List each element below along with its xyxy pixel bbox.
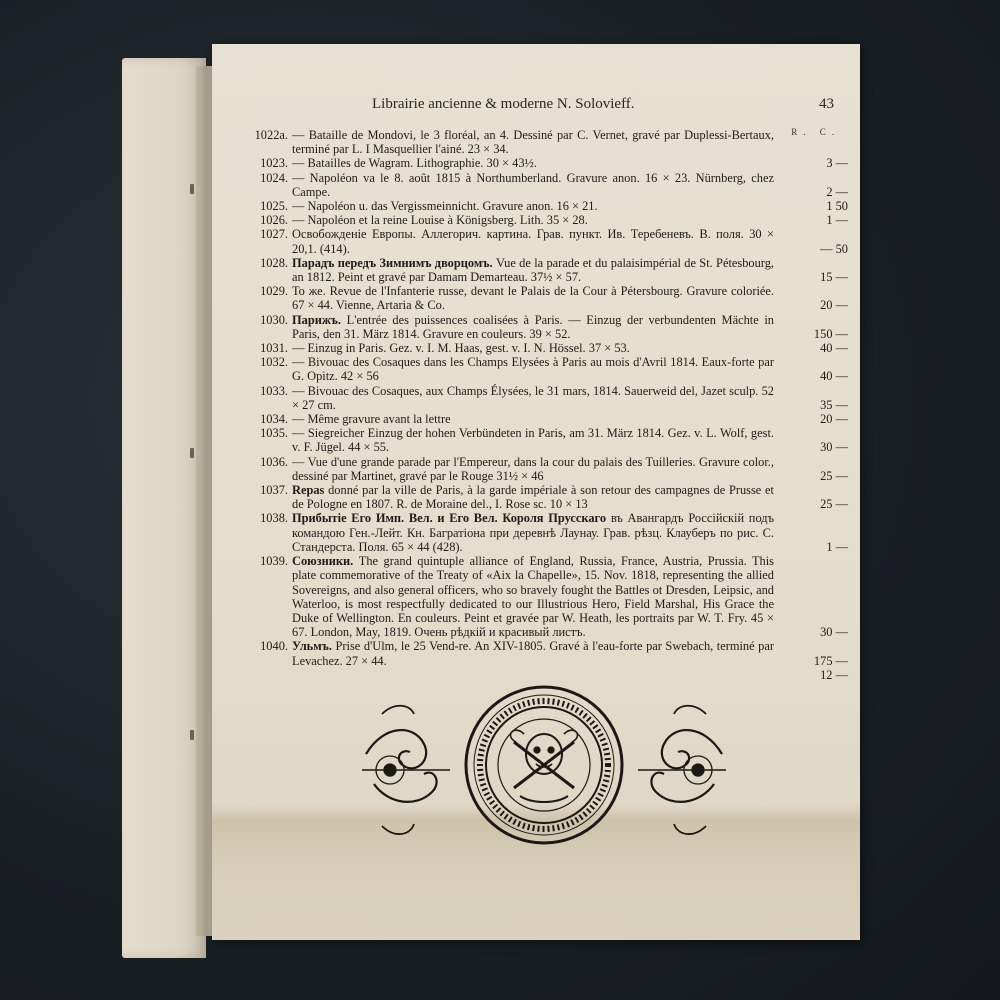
entry-text: The grand quintuple alliance of England, Russia, France, Austria, Prussia. This plate commemorative of the Treaty of «Aix la Chapelle», 15. Nov. 1818, representing the allied Sovereigns, and also general officers, who so bravely fought the Battles ot Dresden, Leipsic, and Waterloo, is most respectfully dedicated to our Illustrious Hero, Field Marshal, His Grace the Duke of Wellington. En couleurs. Peint et gravée par W. Heath, les portraits par W. T. Fry. 45 × 67. London, May, 1819. Очень рѣдкій и красивый листъ. (292, 554, 774, 640)
entry-price: — 50 (820, 241, 848, 256)
entry-text: — Batailles de Wagram. Lithographie. 30 × 43½. (292, 156, 537, 171)
catalogue-entry (212, 199, 860, 213)
entry-number: 1036. (260, 454, 288, 469)
entry-price: 175 — (813, 653, 848, 668)
entry-price: 3 — (826, 156, 848, 171)
entry-text: — Même gravure avant la lettre (292, 412, 451, 427)
catalogue-entry (212, 284, 860, 312)
entry-number: 1038. (260, 511, 288, 526)
entry-number: 1030. (260, 312, 288, 327)
catalogue-entry (212, 213, 860, 227)
entry-text: въ Авангардъ Россійскій подъ командою Ген.-Лейт. Кн. Багратіона при деревнѣ Лаунау. Грав. рѣзц. Клауберъ по рис. С. Стандерста. Поля. 65 × 44 (428). (292, 511, 774, 554)
entry-description (292, 128, 774, 156)
entry-price: 30 — (820, 625, 848, 640)
currency-header: R. C. (791, 127, 840, 137)
entry-title: Repas (292, 483, 325, 498)
entry-description (292, 384, 774, 412)
entry-title: Парадъ передъ Зимнимъ дворцомъ. (292, 255, 493, 270)
entry-description (292, 213, 774, 227)
entry-description (292, 455, 774, 483)
entry-price: 150 — (813, 326, 848, 341)
entry-text: То же. Revue de l'Infanterie russe, devant le Palais de la Cour à Pétersbourg. Gravure coloriée. 67 × 44. Vienne, Artaria & Co. (292, 284, 774, 313)
entry-number: 1024. (260, 170, 288, 185)
entry-text: — Bataille de Mondovi, le 3 floréal, an 4. Dessiné par C. Vernet, gravé par Duplessi-Bertaux, terminé par L. I Masquellier l'ainé. 23 × 34. (292, 128, 774, 157)
entry-price: 20 — (820, 412, 848, 427)
catalogue-entry (212, 554, 860, 639)
entry-number: 1039. (260, 554, 288, 569)
entry-text: Освобожденіе Европы. Аллегорич. картина. Грав. пункт. Ив. Теребеневъ. В. поля. 30 × 20,1. (414). (292, 227, 774, 256)
catalogue-entry (212, 171, 860, 199)
entry-number: 1026. (260, 213, 288, 228)
entry-price: 40 — (820, 369, 848, 384)
catalogue-entry (212, 227, 860, 255)
entry-price: 25 — (820, 468, 848, 483)
entry-number: 1027. (260, 227, 288, 242)
entry-price: 1 50 (826, 199, 848, 214)
entry-price: 1 — (826, 213, 848, 228)
final-price-line (212, 668, 860, 682)
entry-number: 1037. (260, 483, 288, 498)
catalogue-entry (212, 412, 860, 426)
entry-description (292, 256, 774, 284)
header-title: Librairie ancienne & moderne N. Solovieff. (372, 96, 635, 112)
catalogue-entry (212, 384, 860, 412)
entry-description (292, 511, 774, 554)
entry-number: 1022a. (254, 128, 288, 142)
entry-number: 1034. (260, 412, 288, 427)
entry-description (292, 156, 774, 170)
catalogue-entry (212, 455, 860, 483)
entry-price: 2 — (826, 184, 848, 199)
catalogue-page (212, 44, 860, 940)
entry-price: 20 — (820, 298, 848, 313)
entry-description (292, 171, 774, 199)
entry-description (292, 483, 774, 511)
entry-price: 12 — (820, 667, 848, 682)
entry-number: 1029. (260, 284, 288, 299)
binding-stitch (190, 184, 194, 194)
binding-stitch (190, 448, 194, 458)
entry-price: 30 — (820, 440, 848, 455)
entry-title: Ульмъ. (292, 639, 332, 654)
entry-text: — Napoléon u. das Vergissmeinnicht. Gravure anon. 16 × 21. (292, 199, 598, 214)
catalogue-entry (212, 313, 860, 341)
entry-text: donné par la ville de Paris, à la garde impériale à son retour des campagnes de Prusse et de Pologne en 1807. R. de Moraine del., I. Rose sc. 10 × 13 (292, 483, 774, 512)
catalogue-entry (212, 639, 860, 667)
entry-description (292, 284, 774, 312)
entry-title: Союзники. (292, 554, 354, 569)
entry-text: Vue de la parade et du palaisimpérial de St. Pétesbourg, an 1812. Peint et gravé par Damam Demarteau. 37½ × 57. (292, 255, 774, 285)
entry-text: L'entrée des puissences coalisées à Paris. — Einzug der verbundenten Mächte in Paris, den 31. März 1814. Gravure en couleurs. 39 × 52. (292, 312, 774, 341)
entry-number: 1032. (260, 355, 288, 370)
entry-text: Prise d'Ulm, le 25 Vend-re. An XIV-1805. Gravé à l'eau-forte par Swebach, terminé par Levachez. 27 × 44. (292, 639, 774, 668)
catalogue-entry (212, 355, 860, 383)
entry-title: Прибытіе Его Имп. Вел. и Его Вел. Короля Прусскаго (292, 511, 607, 526)
entry-description (292, 554, 774, 639)
catalogue-entry (212, 483, 860, 511)
entry-number: 1023. (260, 156, 288, 171)
entry-price: 35 — (820, 397, 848, 412)
entry-price: 15 — (820, 270, 848, 285)
entry-number: 1033. (260, 383, 288, 398)
entry-title: Парижъ. (292, 312, 342, 327)
entry-description (292, 199, 774, 213)
entry-text: — Siegreicher Einzug der hohen Verbündeten in Paris, am 31. März 1814. Gez. v. L. Wolf, gest. v. F. Jügel. 44 × 55. (292, 426, 774, 455)
entry-text: — Einzug in Paris. Gez. v. I. M. Haas, gest. v. I. N. Hössel. 37 × 53. (292, 341, 630, 356)
binding-stitch (190, 730, 194, 740)
entry-number: 1035. (260, 426, 288, 441)
entry-number: 1025. (260, 199, 288, 214)
entry-text: — Napoléon et la reine Louise à Königsberg. Lith. 35 × 28. (292, 213, 588, 228)
medallion-ornament-icon (354, 684, 734, 846)
entry-price: 40 — (820, 341, 848, 356)
entry-text: — Napoléon va le 8. août 1815 à Northumberland. Gravure anon. 16 × 23. Nürnberg, chez Campe. (292, 170, 774, 199)
entry-description (292, 341, 774, 355)
page-number: 43 (819, 96, 834, 112)
catalogue-entry (212, 511, 860, 554)
entry-description (292, 227, 774, 255)
entry-price: 25 — (820, 497, 848, 512)
entry-text: — Bivouac des Cosaques, aux Champs Élysées, le 31 mars, 1814. Sauerweid del, Jazet sculp. 52 × 27 cm. (292, 383, 774, 412)
entry-description (292, 412, 774, 426)
catalogue-entry (212, 156, 860, 170)
catalogue-entry (212, 256, 860, 284)
catalogue-entry (212, 426, 860, 454)
entry-description (292, 355, 774, 383)
entry-number: 1040. (260, 639, 288, 654)
entry-number: 1031. (260, 341, 288, 356)
entry-number: 1028. (260, 255, 288, 270)
entry-text: — Bivouac des Cosaques dans les Champs Elysées à Paris au mois d'Avril 1814. Eaux-forte par G. Opitz. 42 × 56 (292, 355, 774, 384)
catalogue-entry (212, 128, 860, 156)
entry-price: 1 — (826, 539, 848, 554)
entry-description (292, 426, 774, 454)
entry-text: — Vue d'une grande parade par l'Empereur, dans la cour du palais des Tuilleries. Gravure color., dessiné par Martinet, gravé par le Rouge 31½ × 46 (292, 454, 774, 483)
entry-description (292, 639, 774, 667)
entry-description (292, 313, 774, 341)
running-header (212, 96, 860, 116)
entry-list (212, 128, 860, 682)
catalogue-entry (212, 341, 860, 355)
